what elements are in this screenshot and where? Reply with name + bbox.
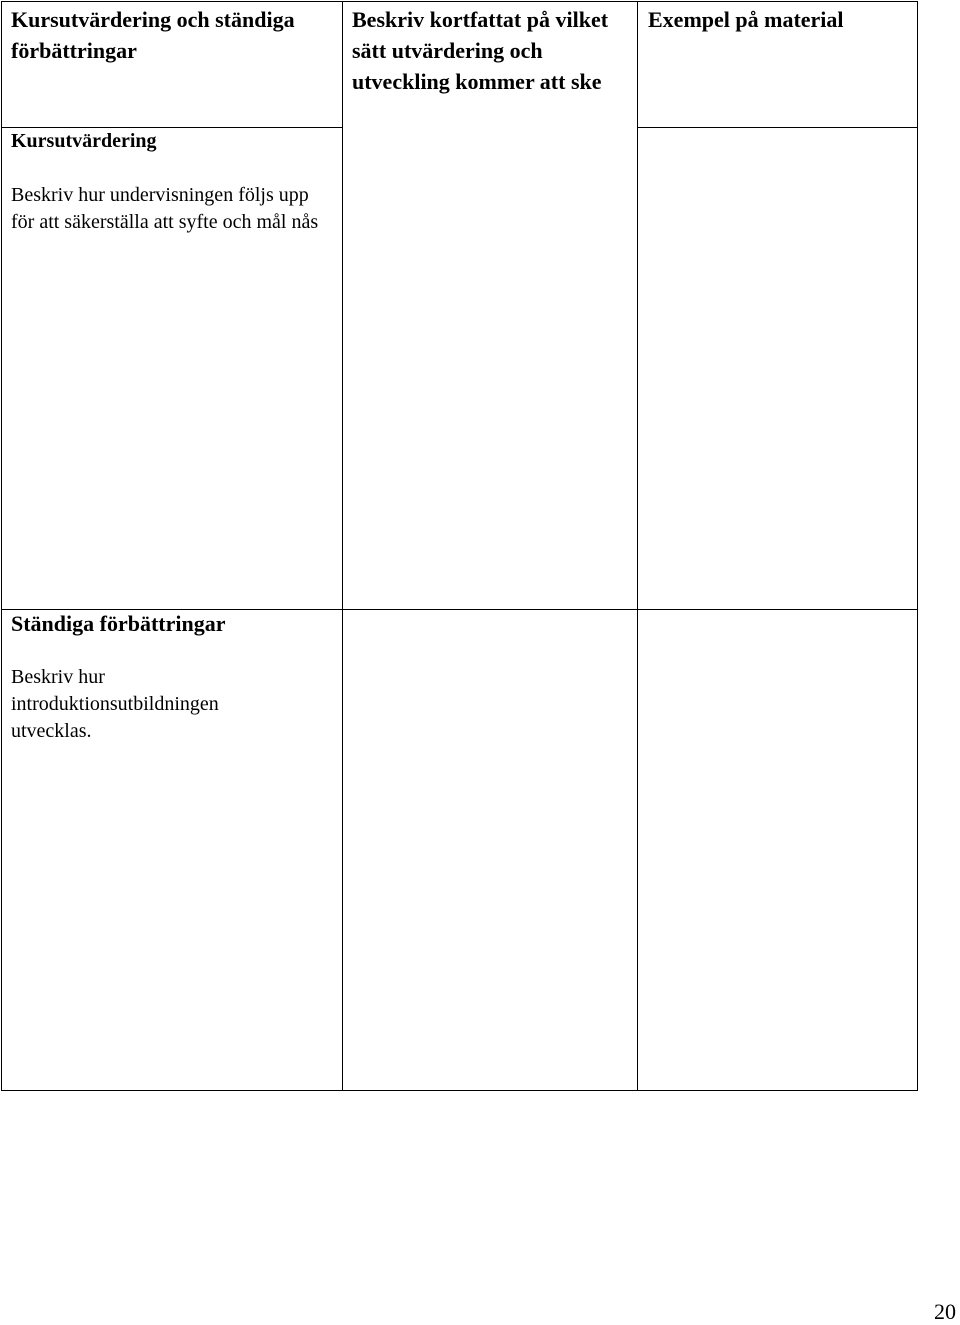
header-title-col1: Kursutvärdering och ständiga förbättringar bbox=[11, 7, 295, 63]
header-title-col2: Beskriv kortfattat på vilket sätt utvärdering och utveckling kommer att ske bbox=[352, 7, 609, 94]
column-divider-2 bbox=[637, 2, 638, 1090]
section-heading-kursutvardering: Kursutvärdering bbox=[11, 130, 157, 152]
section-heading-standiga-forbattringar: Ständiga förbättringar bbox=[11, 611, 226, 636]
page-number: 20 bbox=[934, 1299, 956, 1324]
section-description-standiga-forbattringar: Beskriv hur introduktionsutbildningen utvecklas. bbox=[11, 666, 219, 742]
header-row-divider-right bbox=[637, 127, 917, 128]
header-title-col3: Exempel på material bbox=[648, 7, 844, 32]
column-divider-1 bbox=[342, 2, 343, 1090]
section-description-kursutvardering: Beskriv hur undervisningen följs upp för att säkerställa att syfte och mål nås bbox=[11, 184, 319, 233]
evaluation-table bbox=[1, 1, 918, 1091]
